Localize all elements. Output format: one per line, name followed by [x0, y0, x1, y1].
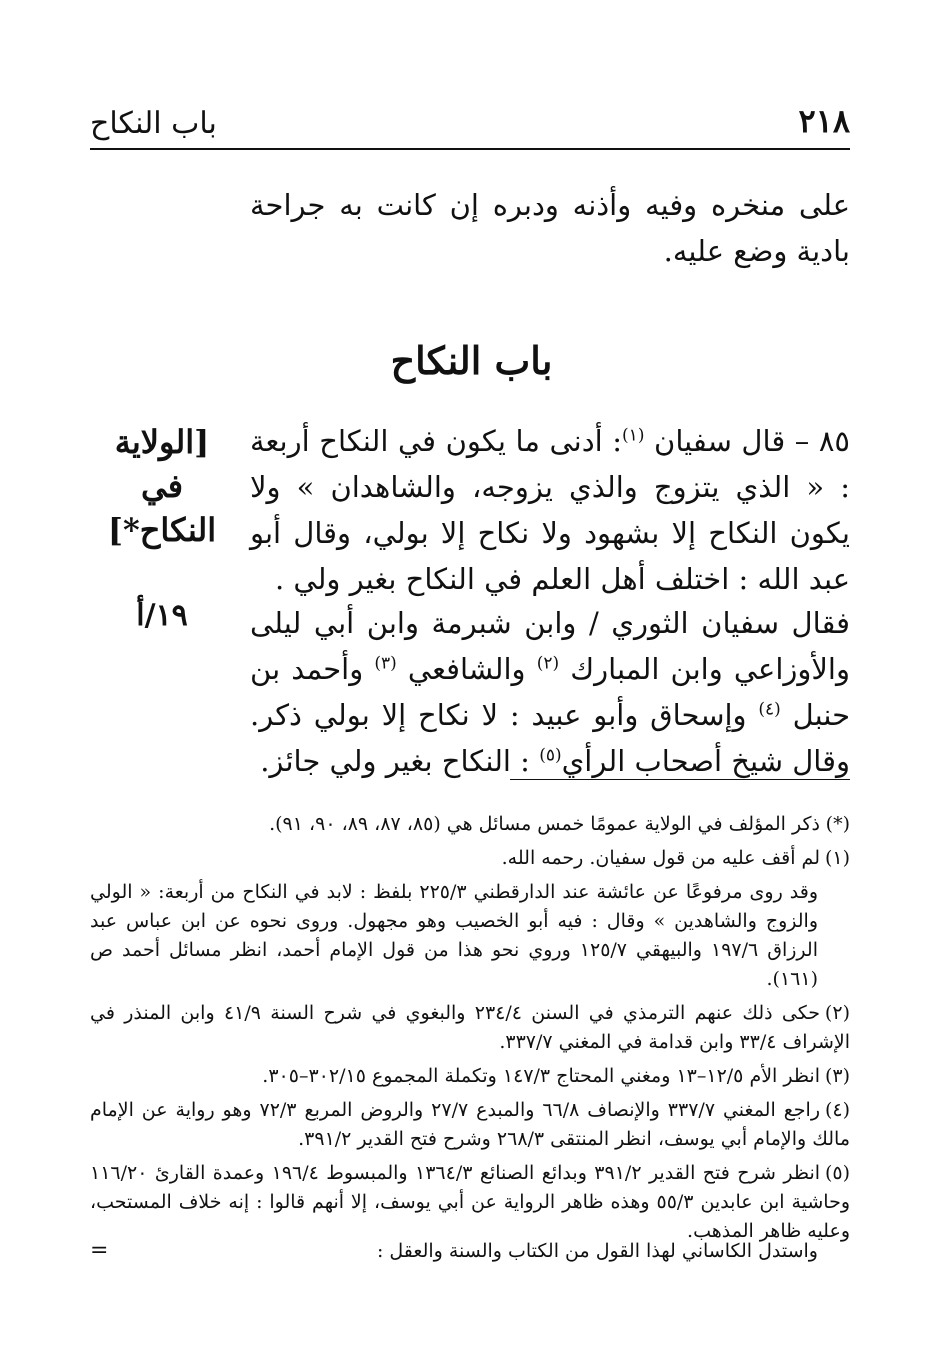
paragraph-opinions [250, 600, 850, 784]
paragraph-opinions-part: وأحمد بن حنبل [250, 652, 850, 732]
footnote-ref-3: (٣) [374, 653, 397, 674]
running-title: باب النكاح [90, 106, 217, 141]
footnote-number: (٥) [824, 1162, 851, 1184]
paragraph-opinions-part: فقال سفيان الثوري / وابن شبرمة وابن أبي ليلى والأوزاعي وابن المبارك [250, 606, 850, 686]
footnotes-section [90, 810, 850, 1251]
footnote-text: حكى ذلك عنهم الترمذي في السنن ٢٣٤/٤ والبغوي في شرح السنة ٤١/٩ وابن المنذر في الإشراف ٣٣/٤ وابن قدامة في المغني ٣٣٧/٧. [90, 1002, 850, 1053]
footnote-3 [90, 1062, 850, 1091]
paragraph-opinions-part: والشافعي [396, 652, 537, 686]
page-number: ٢١٨ [798, 102, 850, 140]
footnote-number: (٢) [824, 1002, 850, 1024]
paragraph-opinions-part: : النكاح بغير ولي جائز. [260, 744, 540, 778]
footnote-ref-4: (٤) [758, 699, 781, 720]
margin-topic-line2: النكاح*] [107, 511, 217, 549]
margin-folio-marker: ١٩/أ [136, 598, 188, 633]
footnote-number: (٤) [824, 1099, 851, 1121]
footnote-text: انظر الأم ١٢/٥–١٣ ومغني المحتاج ١٤٧/٣ وتكملة المجموع ٣٠٢/١٥–٣٠٥. [262, 1065, 820, 1087]
paragraph-85-start: ٨٥ – قال سفيان [644, 424, 850, 458]
chapter-heading: باب النكاح [390, 338, 553, 383]
footnote-5 [90, 1159, 850, 1246]
footnote-separator [510, 779, 850, 780]
footnote-ref-2: (٢) [536, 653, 560, 674]
footnote-text: انظر شرح فتح القدير ٣٩١/٢ وبدائع الصنائع ١٣٦٤/٣ والمبسوط ١٩٦/٤ وعمدة القارئ ١١٦/٢٠ وحاشية ابن عابدين ٥٥/٣ وهذه ظاهر الرواية عن أبي يوسف، إلا أنهم قالوا : إنه خلاف المستحب، وعليه ظاهر المذهب. [90, 1162, 850, 1242]
footnote-text: راجع المغني ٣٣٧/٧ والإنصاف ٦٦/٨ والمبدع ٢٧/٧ والروض المربع ٧٢/٣ وهو رواية عن الإمام مالك والإمام أبي يوسف، انظر المنتقى ٢٦٨/٣ وشرح فتح القدير ٣٩١/٢. [90, 1099, 850, 1150]
running-header [90, 100, 850, 150]
footnote-ref-1: (١) [622, 425, 645, 446]
footnote-text: ذكر المؤلف في الولاية عمومًا خمس مسائل هي (٨٥، ٨٧، ٨٩، ٩٠، ٩١). [269, 813, 820, 835]
footnote-number: (٣) [824, 1065, 850, 1087]
footnote-2 [90, 999, 850, 1057]
footnote-1 [90, 844, 850, 873]
margin-topic-note [92, 420, 232, 552]
paragraph-continuation: على منخره وفيه وأذنه ودبره إن كانت به جراحة بادية وضع عليه. [250, 188, 850, 268]
footnote-ref-5: (٥) [539, 745, 562, 766]
paragraph-opinions-part: وإسحاق وأبو عبيد : لا نكاح إلا بولي ذكر. وقال شيخ أصحاب الرأي [250, 698, 850, 778]
footnote-4 [90, 1096, 850, 1154]
paragraph-85 [250, 418, 850, 602]
footnote-number: (١) [824, 847, 850, 869]
margin-topic-line1: [الولاية في [114, 423, 210, 505]
continuation-marker: = [90, 1238, 109, 1263]
footnote-text: لم أقف عليه من قول سفيان. رحمه الله. [501, 847, 820, 869]
footnote-star [90, 810, 850, 839]
paragraph-85-text: : أدنى ما يكون في النكاح أربعة : « الذي يتزوج والذي يزوجه، والشاهدان » ولا يكون النكاح إلا بشهود ولا نكاح إلا بولي، وقال أبو عبد الله : اختلف أهل العلم في النكاح بغير ولي . [250, 424, 850, 596]
footnote-1-detail: وقد روى مرفوعًا عن عائشة عند الدارقطني ٢٢٥/٣ بلفظ : لابد في النكاح من أربعة: « الولي والزوج والشاهدين » وقال : فيه أبو الخصيب وهو مجهول. وروى نحوه عن ابن عباس عبد الرزاق ١٩٧/٦ والبيهقي ١٢٥/٧ وروي نحو هذا من قول الإمام أحمد، انظر مسائل أحمد ص (١٦١). [90, 881, 818, 990]
footnote-number: (*) [825, 813, 850, 835]
footnote-continuation-text: واستدل الكاساني لهذا القول من الكتاب والسنة والعقل : [376, 1240, 818, 1262]
